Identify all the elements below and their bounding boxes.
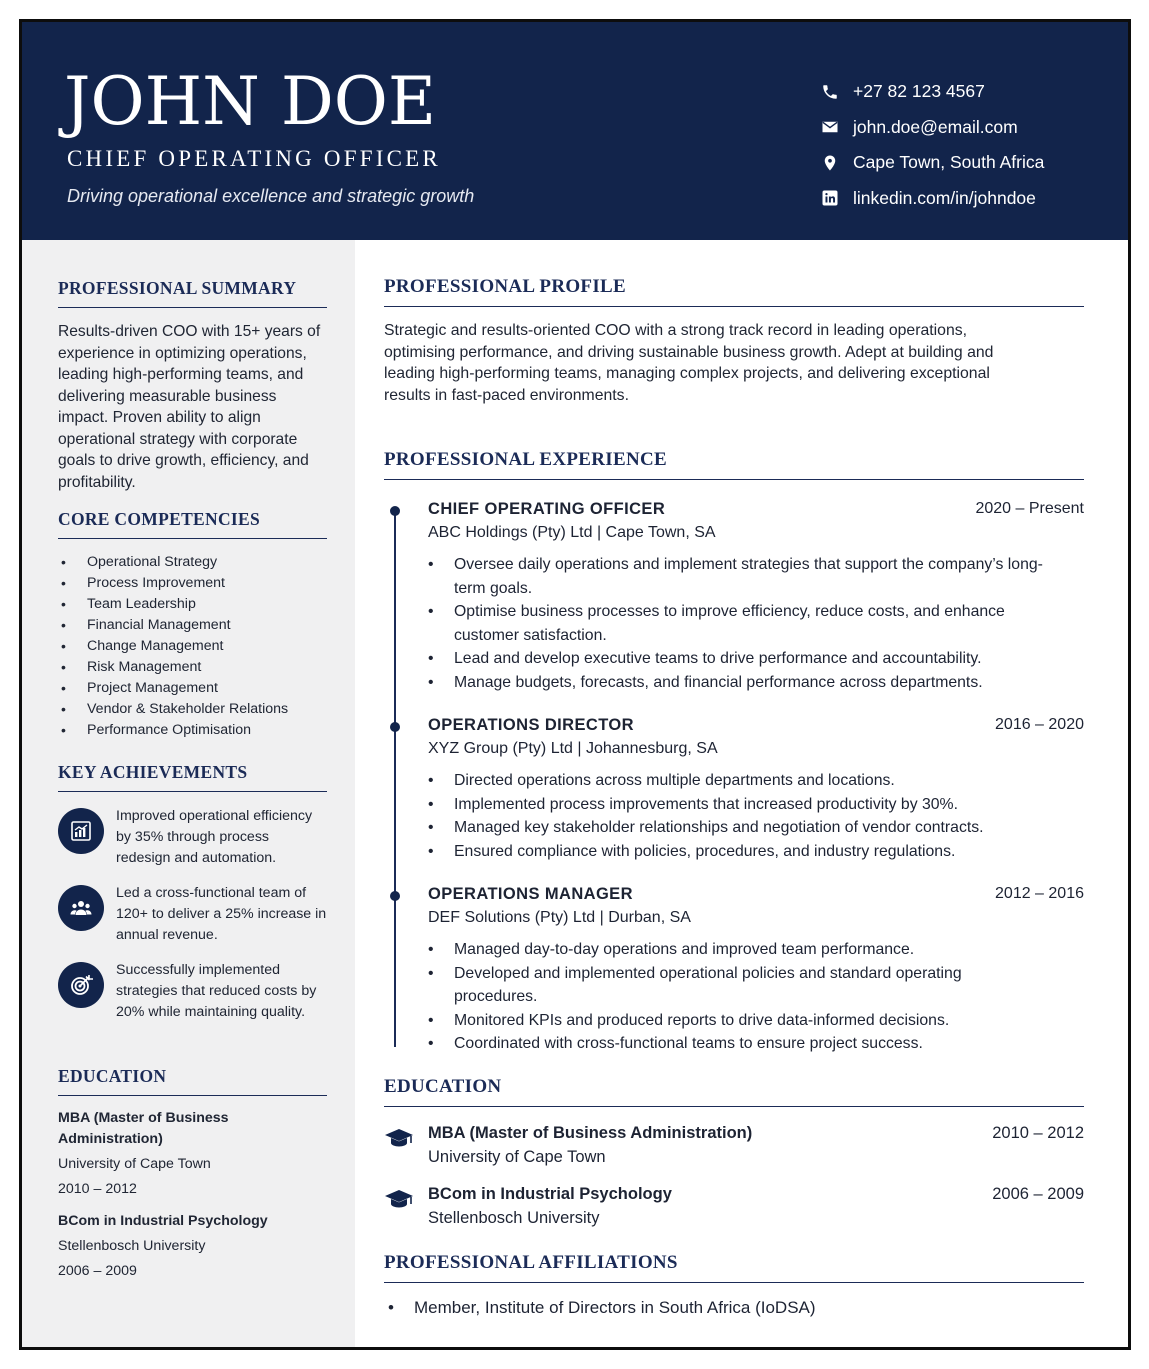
resume-page [19, 19, 1131, 1350]
contact-email-text: john.doe@email.com [853, 116, 1018, 137]
education-years: 2010 – 2012 [992, 1124, 1084, 1142]
contact-linkedin-text: linkedin.com/in/johndoe [853, 187, 1036, 208]
list-item: • Project Management [58, 678, 327, 699]
profile-text: Strategic and results-oriented COO with a strong track record in leading operations, optimising performance, and driving sustainable business growth. Adept at building and leading high-performing teams, managing complex projects, and delivering exceptional results in fast-paced environments. [384, 322, 994, 404]
contact-linkedin[interactable] [819, 181, 1044, 217]
target-icon [58, 962, 104, 1008]
job-dates: 2012 – 2016 [995, 885, 1084, 902]
contact-location-text: Cape Town, South Africa [853, 152, 1045, 173]
education-institution: University of Cape Town [58, 1156, 211, 1172]
education-degree: BCom in Industrial Psychology [58, 1213, 268, 1229]
bar-chart-icon [58, 808, 104, 854]
achievement-item [58, 960, 327, 1023]
graduation-cap-icon [384, 1126, 414, 1150]
list-item: • Ensured compliance with policies, procedures, and industry regulations. [428, 840, 1048, 864]
education-institution: Stellenbosch University [58, 1238, 206, 1254]
job-title: OPERATIONS DIRECTOR [428, 716, 634, 734]
list-item: • Manage budgets, forecasts, and financial performance across departments. [428, 671, 1048, 695]
contact-email[interactable] [819, 110, 1044, 146]
contact-phone[interactable] [819, 74, 1044, 110]
location-pin-icon [819, 152, 841, 174]
list-item: • Risk Management [58, 657, 327, 678]
candidate-title: CHIEF OPERATING OFFICER [67, 146, 441, 171]
list-item: • Member, Institute of Directors in South Africa (IoDSA) [384, 1296, 1084, 1320]
experience-title: PROFESSIONAL EXPERIENCE [384, 449, 1084, 480]
education-main-item [384, 1185, 1084, 1235]
list-item: • Lead and develop executive teams to drive performance and accountability. [428, 647, 1048, 671]
contact-list [819, 74, 1044, 216]
contact-location [819, 145, 1044, 181]
phone-icon [819, 81, 841, 103]
candidate-tagline: Driving operational excellence and strategic growth [67, 186, 475, 206]
achievement-text: Improved operational efficiency by 35% through process redesign and automation. [116, 808, 313, 866]
timeline-line [394, 507, 396, 1047]
competencies-section [58, 509, 327, 741]
experience-section [384, 449, 1084, 480]
timeline-dot [390, 891, 400, 901]
list-item: • Managed day-to-day operations and improved team performance. [428, 938, 1048, 962]
job-company: ABC Holdings (Pty) Ltd | Cape Town, SA [428, 524, 716, 541]
achievement-item [58, 883, 327, 946]
list-item: • Team Leadership [58, 594, 327, 615]
education-main-title: EDUCATION [384, 1076, 1084, 1107]
list-item: • Vendor & Stakeholder Relations [58, 699, 327, 720]
job-title: OPERATIONS MANAGER [428, 885, 633, 903]
job-dates: 2020 – Present [975, 500, 1084, 517]
list-item: • Managed key stakeholder relationships and negotiation of vendor contracts. [428, 816, 1048, 840]
achievement-text: Led a cross-functional team of 120+ to deliver a 25% increase in annual revenue. [116, 885, 327, 943]
profile-title: PROFESSIONAL PROFILE [384, 276, 1084, 307]
education-years: 2006 – 2009 [992, 1185, 1084, 1203]
header-banner [22, 22, 1128, 240]
education-years: 2010 – 2012 [58, 1181, 137, 1197]
achievements-title: KEY ACHIEVEMENTS [58, 762, 327, 792]
list-item: • Monitored KPIs and produced reports to drive data-informed decisions. [428, 1009, 1048, 1033]
list-item: • Implemented process improvements that increased productivity by 30%. [428, 793, 1048, 817]
team-icon [58, 885, 104, 931]
list-item: • Operational Strategy [58, 552, 327, 573]
job-bullets [428, 769, 1048, 863]
timeline-dot [390, 722, 400, 732]
list-item: • Performance Optimisation [58, 720, 327, 741]
job-title: CHIEF OPERATING OFFICER [428, 500, 666, 518]
profile-section [384, 276, 1084, 406]
education-years: 2006 – 2009 [58, 1263, 137, 1279]
list-item: • Financial Management [58, 615, 327, 636]
competencies-list [58, 552, 327, 741]
linkedin-icon [819, 187, 841, 209]
list-item: • Directed operations across multiple departments and locations. [428, 769, 1048, 793]
education-main-section [384, 1076, 1084, 1107]
affiliations-list [384, 1296, 1084, 1320]
candidate-name: JOHN DOE [64, 63, 437, 140]
summary-title: PROFESSIONAL SUMMARY [58, 278, 327, 308]
job-dates: 2016 – 2020 [995, 716, 1084, 733]
education-sidebar-section [58, 1066, 327, 1282]
job-company: DEF Solutions (Pty) Ltd | Durban, SA [428, 909, 691, 926]
list-item: • Oversee daily operations and implement strategies that support the company’s long-term goals. [428, 553, 1048, 600]
list-item: • Developed and implemented operational policies and standard operating procedures. [428, 962, 1048, 1009]
education-sidebar-title: EDUCATION [58, 1066, 327, 1096]
achievement-item [58, 806, 327, 869]
graduation-cap-icon [384, 1187, 414, 1211]
education-institution: University of Cape Town [428, 1148, 606, 1166]
list-item: • Optimise business processes to improve efficiency, reduce costs, and enhance customer satisfaction. [428, 600, 1048, 647]
education-degree: BCom in Industrial Psychology [428, 1185, 672, 1203]
education-sidebar-item [58, 1211, 327, 1282]
education-degree: MBA (Master of Business Administration) [58, 1110, 229, 1147]
list-item: • Process Improvement [58, 573, 327, 594]
achievement-text: Successfully implemented strategies that reduced costs by 20% while maintaining quality. [116, 962, 317, 1020]
list-item: • Change Management [58, 636, 327, 657]
education-degree: MBA (Master of Business Administration) [428, 1124, 753, 1142]
summary-section [58, 278, 327, 493]
affiliations-title: PROFESSIONAL AFFILIATIONS [384, 1252, 1084, 1283]
job-bullets [428, 553, 1048, 694]
timeline-dot [390, 506, 400, 516]
list-item: • Coordinated with cross-functional teams to ensure project success. [428, 1032, 1048, 1056]
achievements-section [58, 762, 327, 1023]
education-sidebar-item [58, 1108, 327, 1200]
email-icon [819, 116, 841, 138]
competencies-title: CORE COMPETENCIES [58, 509, 327, 539]
education-institution: Stellenbosch University [428, 1209, 600, 1227]
job-bullets [428, 938, 1048, 1056]
education-main-item [384, 1124, 1084, 1174]
job-company: XYZ Group (Pty) Ltd | Johannesburg, SA [428, 740, 718, 757]
affiliations-section [384, 1252, 1084, 1320]
contact-phone-text: +27 82 123 4567 [853, 81, 985, 102]
summary-text: Results-driven COO with 15+ years of experience in optimizing operations, leading high-performing teams, and delivering measurable business impact. Proven ability to align operational strategy with corporate goals to drive growth, efficiency, and profitability. [58, 323, 321, 491]
